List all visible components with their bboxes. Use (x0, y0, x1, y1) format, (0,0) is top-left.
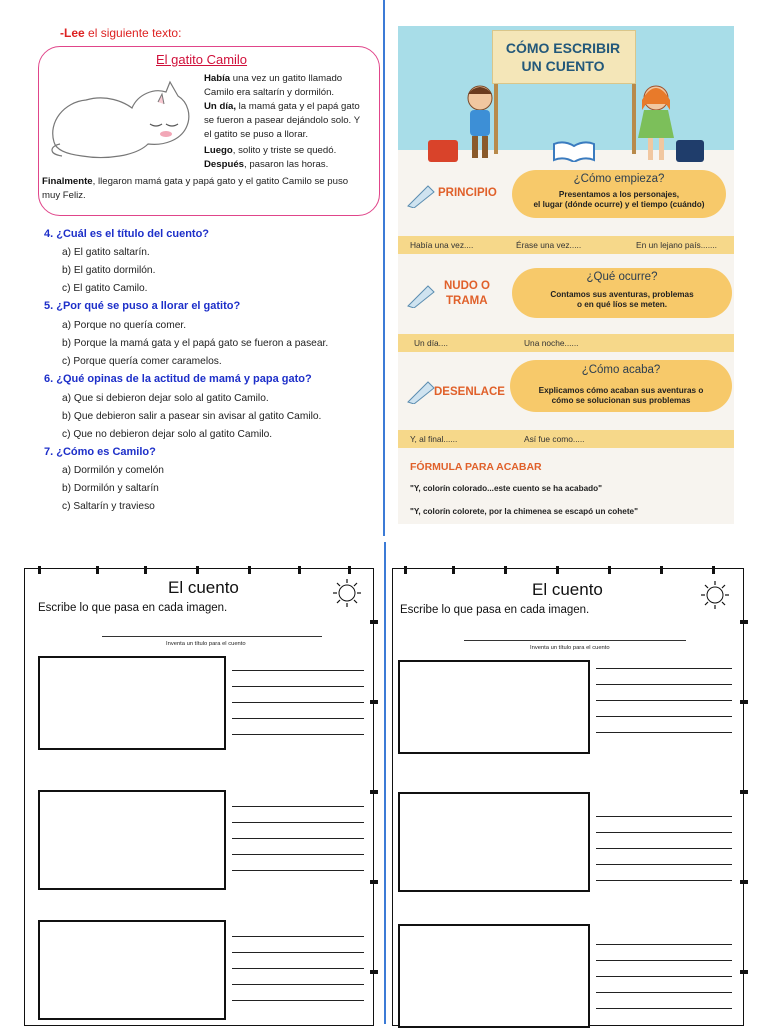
page-divider-top (383, 0, 385, 536)
binding-tick (556, 566, 559, 574)
pencil-icon (406, 378, 436, 404)
question-5: 5. ¿Por qué se puso a llorar el gatito? (44, 300, 241, 312)
story-line-1: Había una vez un gatito llamado (204, 73, 343, 84)
question-4-option-c[interactable]: c) El gatito Camilo. (62, 283, 148, 294)
question-6-option-b[interactable]: b) Que debieron salir a pasear sin avisar al gatito Camilo. (62, 411, 322, 422)
section-nudo-label-2: TRAMA (446, 295, 488, 307)
write-line[interactable] (232, 838, 364, 839)
section-principio-label: PRINCIPIO (438, 187, 497, 199)
example-7: Así fue como..... (524, 434, 585, 444)
write-line[interactable] (596, 816, 732, 817)
binding-tick (370, 970, 378, 974)
binding-tick (370, 790, 378, 794)
binding-tick (712, 566, 715, 574)
example-2: Érase una vez..... (516, 240, 582, 250)
formula-1: "Y, colorín colorado...este cuento se ha acabado" (410, 484, 603, 493)
question-7: 7. ¿Cómo es Camilo? (44, 446, 156, 458)
write-line[interactable] (232, 1000, 364, 1001)
write-line[interactable] (232, 952, 364, 953)
section-desenlace-text-2: cómo se solucionan sus problemas (551, 396, 691, 405)
question-4: 4. ¿Cuál es el título del cuento? (44, 228, 210, 240)
write-line[interactable] (232, 936, 364, 937)
write-line[interactable] (232, 968, 364, 969)
binding-tick (348, 566, 351, 574)
binding-tick (740, 620, 748, 624)
binding-tick (504, 566, 507, 574)
write-line[interactable] (232, 718, 364, 719)
binding-tick (370, 700, 378, 704)
open-book-icon (552, 140, 596, 162)
binding-tick (740, 880, 748, 884)
section-nudo-heading: ¿Qué ocurre? (586, 271, 658, 283)
section-principio-text-1: Presentamos a los personajes, (558, 190, 680, 199)
binding-tick (740, 700, 748, 704)
question-7-option-b[interactable]: b) Dormilón y saltarín (62, 483, 159, 494)
story-line-2: Camilo era saltarín y dormilón. (204, 87, 335, 98)
binding-tick (96, 566, 99, 574)
binding-tick (144, 566, 147, 574)
section-desenlace-label: DESENLACE (434, 386, 505, 398)
write-line[interactable] (232, 854, 364, 855)
example-3: En un lejano país....... (636, 240, 718, 250)
worksheet-right-hint: Inventa un título para el cuento (530, 645, 610, 651)
binding-tick (740, 790, 748, 794)
question-4-option-a[interactable]: a) El gatito saltarín. (62, 247, 150, 258)
write-line[interactable] (232, 686, 364, 687)
red-case-icon (428, 140, 458, 162)
write-line[interactable] (596, 832, 732, 833)
binding-tick (298, 566, 301, 574)
question-5-option-a[interactable]: a) Porque no quería comer. (62, 320, 187, 331)
story-line-3: Un día, la mamá gata y el papá gato (204, 101, 360, 112)
instruction: -Lee el siguiente texto: (60, 26, 182, 40)
example-1: Había una vez.... (410, 240, 474, 250)
story-image-1 (38, 656, 226, 750)
story-line-4: se fueron a pasear dejándolo solo. Y (204, 115, 361, 126)
section-principio-heading: ¿Cómo empieza? (573, 173, 665, 185)
write-line[interactable] (596, 992, 732, 993)
write-line[interactable] (596, 716, 732, 717)
write-line[interactable] (596, 880, 732, 881)
question-6: 6. ¿Qué opinas de la actitud de mamá y papa gato? (44, 373, 312, 385)
blue-case-icon (676, 140, 704, 162)
story-image-3 (38, 920, 226, 1020)
boy-icon (458, 80, 502, 164)
write-line[interactable] (596, 864, 732, 865)
infographic-title-1: CÓMO ESCRIBIR (505, 40, 621, 56)
binding-tick (660, 566, 663, 574)
binding-tick (196, 566, 199, 574)
title-write-line[interactable] (464, 640, 686, 641)
sun-icon (700, 580, 730, 610)
write-line[interactable] (596, 976, 732, 977)
title-banner (492, 30, 636, 84)
sleeping-cat-icon (46, 72, 196, 164)
story-line-6: Luego, solito y triste se quedó. (204, 145, 337, 156)
example-6: Y, al final...... (410, 434, 458, 444)
write-line[interactable] (596, 944, 732, 945)
section-desenlace-heading: ¿Cómo acaba? (581, 364, 661, 376)
write-line[interactable] (232, 670, 364, 671)
question-5-option-c[interactable]: c) Porque quería comer caramelos. (62, 356, 222, 367)
write-line[interactable] (232, 734, 364, 735)
write-line[interactable] (596, 1008, 732, 1009)
page-divider-bottom (384, 542, 386, 1024)
story-image-1 (398, 660, 590, 754)
binding-tick (740, 970, 748, 974)
section-nudo-label-1: NUDO O (444, 280, 490, 292)
write-line[interactable] (596, 848, 732, 849)
binding-tick (608, 566, 611, 574)
title-write-line[interactable] (102, 636, 322, 637)
question-7-option-a[interactable]: a) Dormilón y comelón (62, 465, 164, 476)
pencil-icon (406, 182, 436, 208)
question-6-option-c[interactable]: c) Que no debieron dejar solo al gatito Camilo. (62, 429, 273, 440)
write-line[interactable] (232, 984, 364, 985)
binding-tick (370, 620, 378, 624)
story-image-2 (38, 790, 226, 890)
question-4-option-b[interactable]: b) El gatito dormilón. (62, 265, 156, 276)
formula-heading: FÓRMULA PARA ACABAR (410, 461, 542, 473)
pencil-icon (406, 282, 436, 308)
story-line-9: muy Feliz. (42, 190, 86, 201)
binding-tick (370, 880, 378, 884)
story-line-8: Finalmente, llegaron mamá gata y papá gato y el gatito Camilo se puso (42, 176, 349, 187)
question-6-option-a[interactable]: a) Que si debieron dejar solo al gatito Camilo. (62, 393, 269, 404)
binding-tick (404, 566, 407, 574)
girl-icon (636, 80, 676, 164)
worksheet-left-subtitle: Escribe lo que pasa en cada imagen. (38, 602, 228, 614)
write-line[interactable] (596, 668, 732, 669)
worksheet-right-title: El cuento (532, 580, 603, 599)
write-line[interactable] (596, 732, 732, 733)
formula-2: "Y, colorín colorete, por la chimenea se escapó un cohete" (410, 507, 638, 516)
section-desenlace-text-1: Explicamos cómo acaban sus aventuras o (538, 386, 704, 395)
write-line[interactable] (232, 822, 364, 823)
worksheet-left-title: El cuento (168, 578, 239, 597)
write-line[interactable] (596, 700, 732, 701)
example-4: Un día.... (414, 338, 448, 348)
section-nudo-text-2: o en qué líos se meten. (576, 300, 668, 309)
worksheet-left-hint: Inventa un título para el cuento (166, 641, 246, 647)
story-line-5: el gatito se puso a llorar. (204, 129, 308, 140)
story-line-7: Después, pasaron las horas. (204, 159, 329, 170)
binding-tick (248, 566, 251, 574)
question-7-option-c[interactable]: c) Saltarín y travieso (62, 501, 155, 512)
story-image-2 (398, 792, 590, 892)
write-line[interactable] (232, 702, 364, 703)
write-line[interactable] (596, 960, 732, 961)
section-nudo-text-1: Contamos sus aventuras, problemas (550, 290, 694, 299)
infographic-title-2: UN CUENTO (521, 58, 605, 74)
binding-tick (452, 566, 455, 574)
write-line[interactable] (596, 684, 732, 685)
section-principio-text-2: el lugar (dónde ocurre) y el tiempo (cuándo) (533, 200, 705, 209)
story-image-3 (398, 924, 590, 1028)
write-line[interactable] (232, 806, 364, 807)
story-title: El gatito Camilo (156, 52, 248, 67)
example-5: Una noche...... (524, 338, 579, 348)
worksheet-right-subtitle: Escribe lo que pasa en cada imagen. (400, 604, 590, 616)
sun-icon (332, 578, 362, 608)
write-line[interactable] (232, 870, 364, 871)
binding-tick (38, 566, 41, 574)
question-5-option-b[interactable]: b) Porque la mamá gata y el papá gato se fueron a pasear. (62, 338, 329, 349)
